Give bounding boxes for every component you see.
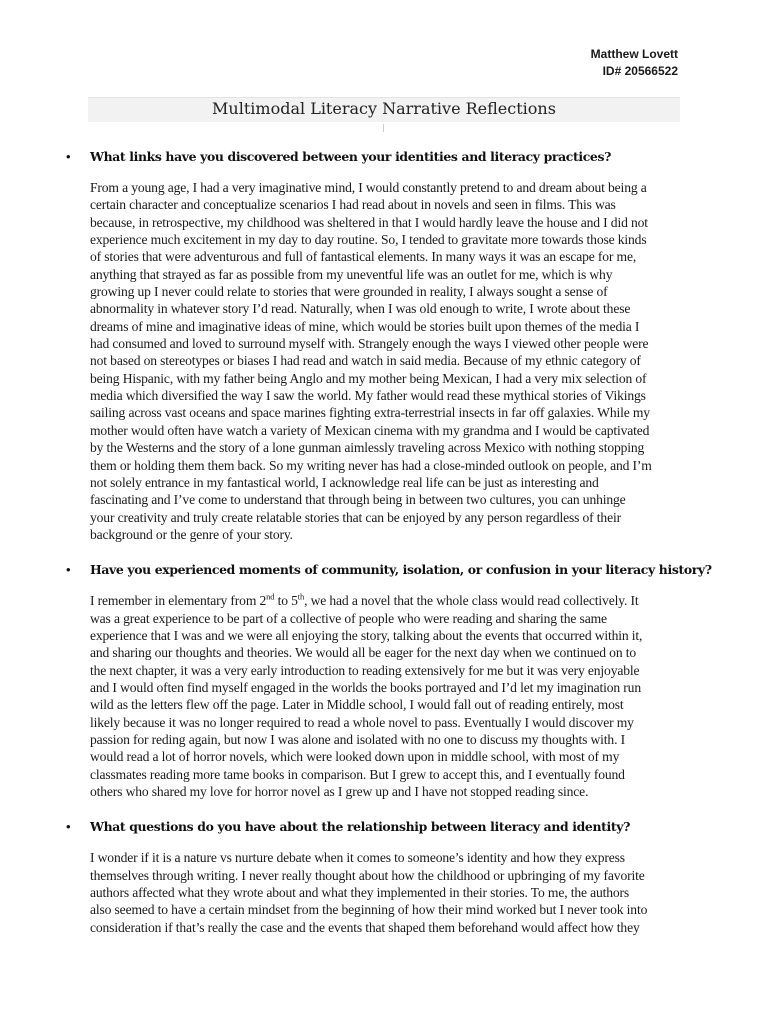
paragraph-line: your creativity and truly create relatable stories that can be enjoyed by any person regardless of their (90, 509, 621, 525)
document-body (66, 148, 712, 936)
author-name: Matthew Lovett (590, 47, 678, 61)
paragraph-line: others who shared my love for horror novel as I grew up and I have not stopped reading since. (90, 784, 589, 799)
paragraph-line: media which diversified the way I saw the world. My father would read these mythical stories of Vikings (90, 388, 646, 404)
paragraph-line: experience much excitement in my day to day routine. So, I tended to gravitate more towards those kinds (90, 232, 647, 248)
line-text: to 5 (274, 593, 298, 609)
bullet-icon: • (66, 819, 71, 835)
question-text: What links have you discovered between your identities and literacy practices? (90, 149, 611, 164)
paragraph-line: not solely entrance in my fantastical world, I acknowledge real life can be just as interesting and (90, 474, 599, 490)
paragraph-line: the next chapter, it was a very early introduction to reading extensively for me but it was very enjoyable (90, 662, 640, 678)
student-id: ID# 20566522 (602, 64, 678, 78)
question-text: Have you experienced moments of community, isolation, or confusion in your literacy history? (90, 562, 712, 578)
paragraph-line: themselves through writing. I never really thought about how the childhood or upbringing of my favorite (90, 867, 645, 883)
paragraph-line: experience that I was and we were all enjoying the story, talking about the events that occurred within it, (90, 627, 643, 643)
paragraph-line: also seemed to have a certain mindset from the beginning of how their mind worked but I never took into (90, 902, 648, 918)
paragraph-line: I wonder if it is a nature vs nurture debate when it comes to someone’s identity and how they express (90, 850, 625, 866)
answer-paragraph (90, 849, 660, 936)
paragraph-line: fascinating and I’ve come to understand that through being in between two cultures, you can unhinge (90, 492, 626, 508)
paragraph-line: authors affected what they wrote about and what they implemented in their stories. To me, the authors (90, 885, 630, 901)
paragraph-line: them or holding them them back. So my writing never has had a close-minded outlook on people, and I’m (90, 457, 652, 473)
question-heading (66, 561, 712, 578)
author-block (591, 46, 678, 80)
paragraph-line: had consumed and loved to surround myself with. Strangely enough the ways I viewed other people were (90, 336, 649, 352)
paragraph-line: anything that strayed as far as possible from my uneventful life was an outlet for me, which is why (90, 266, 613, 282)
question-text: What questions do you have about the relationship between literacy and identity? (90, 819, 630, 835)
reflection-section-identities (66, 148, 666, 543)
paragraph-line: passion for reding again, but now I was alone and isolated with no one to discuss my thoughts with. I (90, 731, 625, 747)
bullet-icon: • (66, 562, 71, 578)
paragraph-line: because, in retrospective, my childhood was sheltered in that I would hardly leave the house and I did not (90, 214, 648, 230)
paragraph-line: being Hispanic, with my father being Anglo and my mother being Mexican, I had a very mix selection of (90, 370, 647, 386)
reflection-section-community (66, 561, 712, 800)
paragraph-line: dreams of mine and imaginative ideas of mine, which would be stories built upon themes of the media I (90, 318, 640, 334)
paragraph-line: and I would often find myself engaged in the worlds the books portrayed and I’d let my imagination run (90, 679, 641, 695)
answer-paragraph (90, 592, 660, 800)
paragraph-line: classmates reading more tame books in comparison. But I grew to accept this, and I eventually found (90, 766, 625, 782)
paragraph-line: wild as the letters flew off the page. Later in Middle school, I would fall out of reading entirely, most (90, 697, 624, 713)
paragraph-line: abnormality in whatever story I’d read. Naturally, when I was old enough to write, I wrote about these (90, 301, 631, 317)
question-heading (66, 148, 666, 165)
paragraph-line: and sharing our thoughts and theories. We would all be eager for the next day when we continued on to (90, 645, 636, 661)
paragraph-line: would read a lot of horror novels, which were looked down upon in middle school, with most of my (90, 749, 620, 765)
paragraph-line: by the Westerns and the story of a lone gunman aimlessly traveling across Mexico with nothing stopping (90, 440, 645, 456)
paragraph-line (90, 592, 660, 609)
paragraph-line: not based on stereotypes or biases I had read and watch in said media. Because of my ethnic category of (90, 353, 641, 369)
ordinal-suffix: nd (266, 591, 275, 602)
bullet-icon: • (66, 149, 71, 164)
paragraph-line: sailing across vast oceans and space marines fighting extra-terrestrial insects in far off galaxies. While my (90, 405, 650, 421)
line-text: , we had a novel that the whole class would read collectively. It (304, 593, 639, 609)
paragraph-line: background or the genre of your story. (90, 526, 293, 542)
paragraph-line: was a great experience to be part of a collective of people who were reading and sharing the same (90, 610, 607, 626)
paragraph-line: of stories that were adventurous and full of fantastical elements. In many ways it was an escape for me, (90, 249, 637, 265)
paragraph-line: certain character and conceptualize scenarios I had read about in novels and seen in films. This was (90, 197, 616, 213)
answer-paragraph (90, 179, 660, 543)
line-text: I remember in elementary from 2 (90, 593, 267, 609)
text-cursor (383, 124, 384, 132)
document-title: Multimodal Literacy Narrative Reflections (212, 99, 556, 118)
paragraph-line: growing up I never could relate to stories that were grounded in reality, I always sought a sense of (90, 284, 608, 300)
question-heading (66, 818, 666, 835)
paragraph-line: From a young age, I had a very imaginative mind, I would constantly pretend to and dream about being a (90, 180, 647, 195)
ordinal-suffix: th (297, 591, 305, 602)
paragraph-line: likely because it was no longer required to read a whole novel to pass. Eventually I would discover my (90, 714, 634, 730)
paragraph-line: mother would often have watch a variety of Mexican cinema with my grandma and I would be captivated (90, 422, 650, 438)
reflection-section-questions (66, 818, 666, 936)
paragraph-line: consideration if that’s really the case and the events that shaped them beforehand would affect how they (90, 919, 640, 935)
